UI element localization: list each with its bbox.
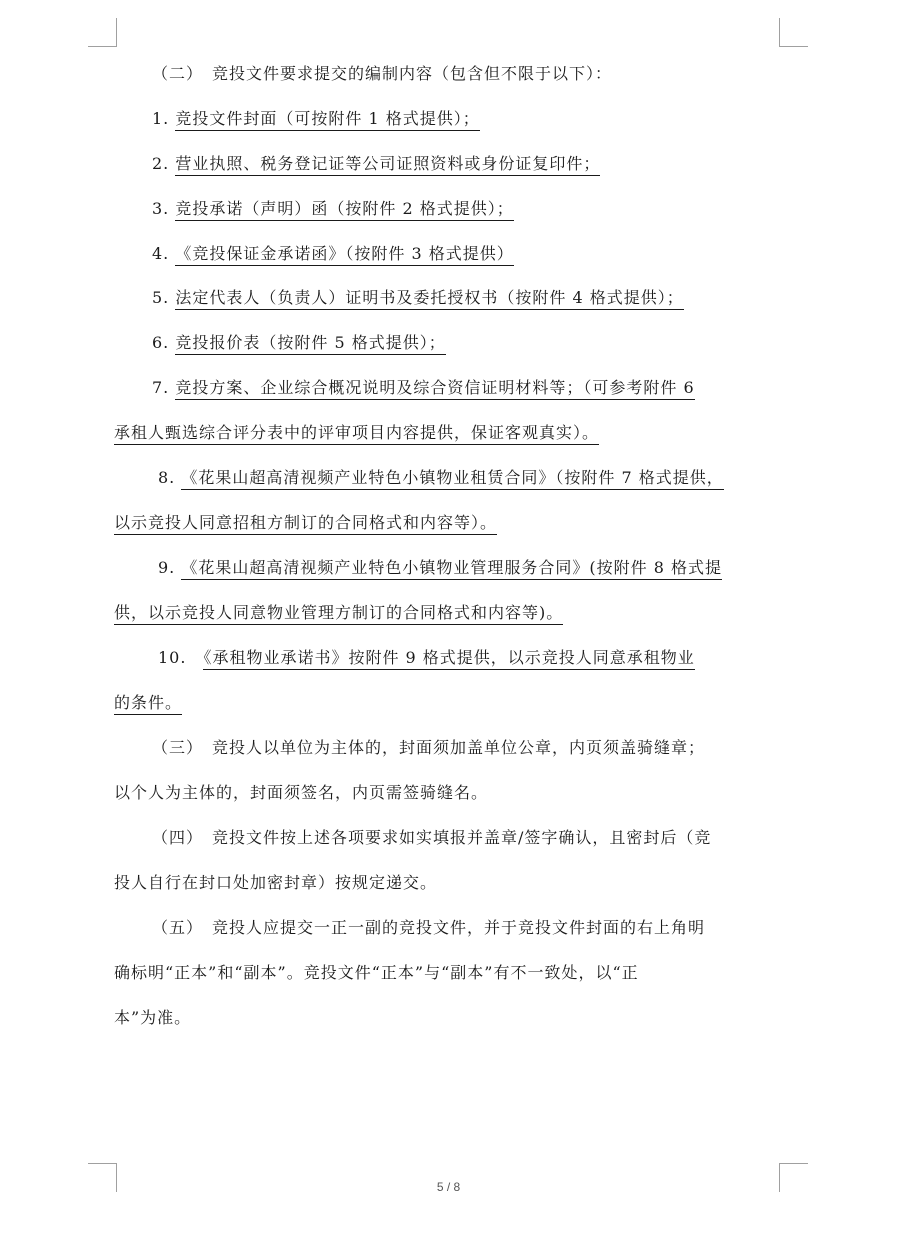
crop-mark-top-left (88, 18, 117, 47)
list-item-3: 3. 竞投承诺（声明）函（按附件 2 格式提供）； (152, 197, 514, 221)
list-item-10-cont: 的条件。 (114, 691, 182, 715)
crop-mark-top-right (779, 18, 808, 47)
section-3-para: （三） 竞投人以单位为主体的，封面须加盖单位公章，内页须盖骑缝章； (152, 738, 706, 757)
list-item-7-cont: 承租人甄选综合评分表中的评审项目内容提供，保证客观真实）。 (114, 421, 599, 445)
list-item-8-cont: 以示竞投人同意招租方制订的合同格式和内容等）。 (114, 511, 497, 535)
list-item-9: 9. 《花果山超高清视频产业特色小镇物业管理服务合同》(按附件 8 格式提 (158, 556, 722, 580)
list-item-2: 2. 营业执照、税务登记证等公司证照资料或身份证复印件； (152, 152, 600, 176)
list-item-5: 5. 法定代表人（负责人）证明书及委托授权书（按附件 4 格式提供）； (152, 286, 684, 310)
list-item-10: 10. 《承租物业承诺书》按附件 9 格式提供，以示竞投人同意承租物业 (158, 646, 695, 670)
section-4-para: （四） 竞投文件按上述各项要求如实填报并盖章/签字确认，且密封后（竞 (152, 828, 712, 847)
page-number: 5 / 8 (436, 1180, 461, 1194)
list-item-9-cont: 供，以示竞投人同意物业管理方制订的合同格式和内容等)。 (114, 601, 563, 625)
section-5-para-end: 本”为准。 (114, 1008, 192, 1027)
list-item-4: 4. 《竞投保证金承诺函》（按附件 3 格式提供） (152, 242, 514, 266)
section-5-para-cont: 确标明“正本”和“副本”。竞投文件“正本”与“副本”有不一致处，以“正 (114, 963, 639, 982)
section-4-para-cont: 投人自行在封口处加密封章）按规定递交。 (114, 873, 438, 892)
list-item-1: 1. 竞投文件封面（可按附件 1 格式提供）； (152, 107, 480, 131)
list-item-6: 6. 竞投报价表（按附件 5 格式提供）； (152, 331, 446, 355)
section-3-para-cont: 以个人为主体的，封面须签名，内页需签骑缝名。 (114, 783, 489, 802)
section-5-para: （五） 竞投人应提交一正一副的竞投文件，并于竞投文件封面的右上角明 (152, 918, 706, 937)
list-item-7: 7. 竞投方案、企业综合概况说明及综合资信证明材料等；（可参考附件 6 (152, 376, 695, 400)
list-item-8: 8. 《花果山超高清视频产业特色小镇物业租赁合同》（按附件 7 格式提供， (158, 466, 724, 490)
section-2-heading: （二） 竞投文件要求提交的编制内容（包含但不限于以下）： (152, 64, 613, 83)
